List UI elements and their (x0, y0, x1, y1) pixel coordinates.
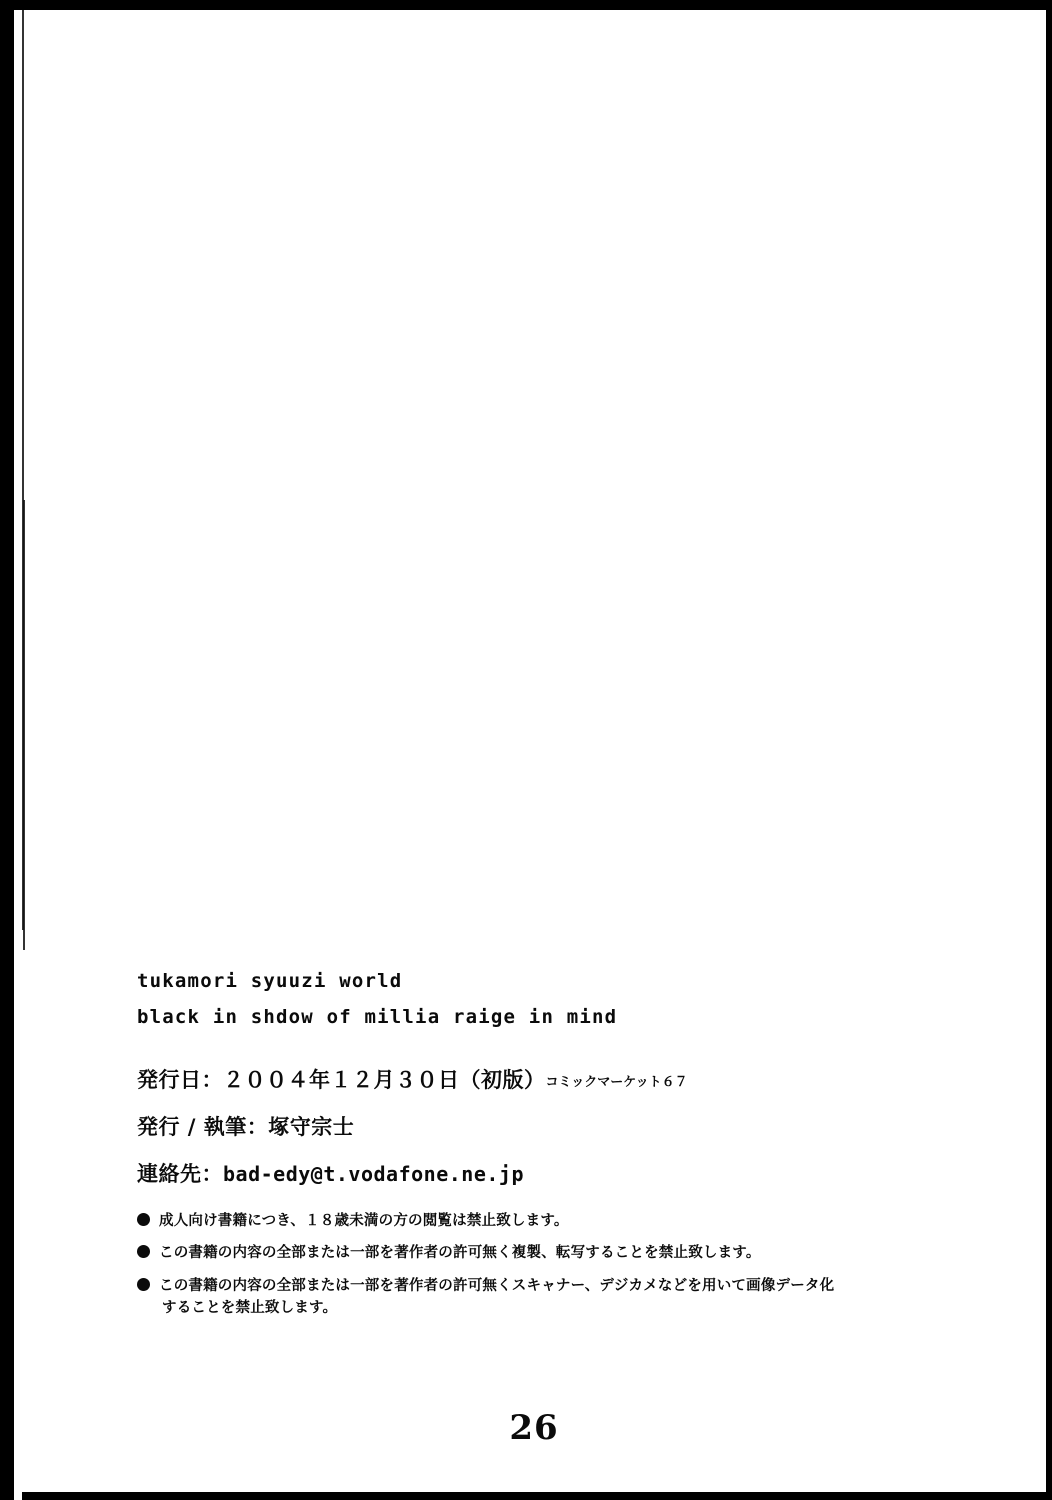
page-number: 26 (509, 1408, 559, 1448)
scan-fold-gap (14, 10, 22, 1500)
bullet-icon (137, 1213, 150, 1226)
contact-email: bad-edy@t.vodafone.ne.jp (223, 1162, 524, 1186)
scan-edge-left (0, 0, 14, 1500)
author-line: 発行 / 執筆：塚守宗士 (137, 1115, 355, 1139)
notice-text: この書籍の内容の全部または一部を著作者の許可無く複製、転写することを禁止致します。 (159, 1245, 761, 1262)
notice-list (137, 1210, 977, 1320)
contact-label: 連絡先： (137, 1162, 223, 1186)
bullet-icon (137, 1245, 150, 1258)
scan-edge-right (1046, 0, 1052, 1500)
notice-text: この書籍の内容の全部または一部を著作者の許可無くスキャナー、デジカメなどを用いて画像データ化 (159, 1277, 835, 1294)
publish-event-label: コミックマーケット６７ (545, 1075, 688, 1090)
page-content-area (22, 10, 1046, 1492)
colophon-block (137, 970, 977, 1330)
book-title: black in shdow of millia raige in mind (137, 1006, 618, 1028)
publish-date-label: 発行日：２００４年１２月３０日（初版） (137, 1068, 546, 1092)
notice-text-wrapper (159, 1275, 834, 1320)
notice-item (137, 1275, 977, 1320)
publish-date-line (137, 1064, 977, 1094)
notice-text: 成人向け書籍につき、１８歳未満の方の閲覧は禁止致します。 (159, 1213, 569, 1229)
bullet-icon (137, 1278, 150, 1291)
contact-line (137, 1158, 977, 1188)
circle-name: tukamori syuuzi world (137, 970, 403, 992)
notice-item (137, 1242, 977, 1264)
notice-text-continued: することを禁止致します。 (162, 1300, 338, 1317)
scan-edge-bottom (0, 1492, 1052, 1500)
scan-edge-top (0, 0, 1052, 10)
gutter-seam-line-lower (23, 500, 25, 950)
notice-item (137, 1210, 977, 1232)
